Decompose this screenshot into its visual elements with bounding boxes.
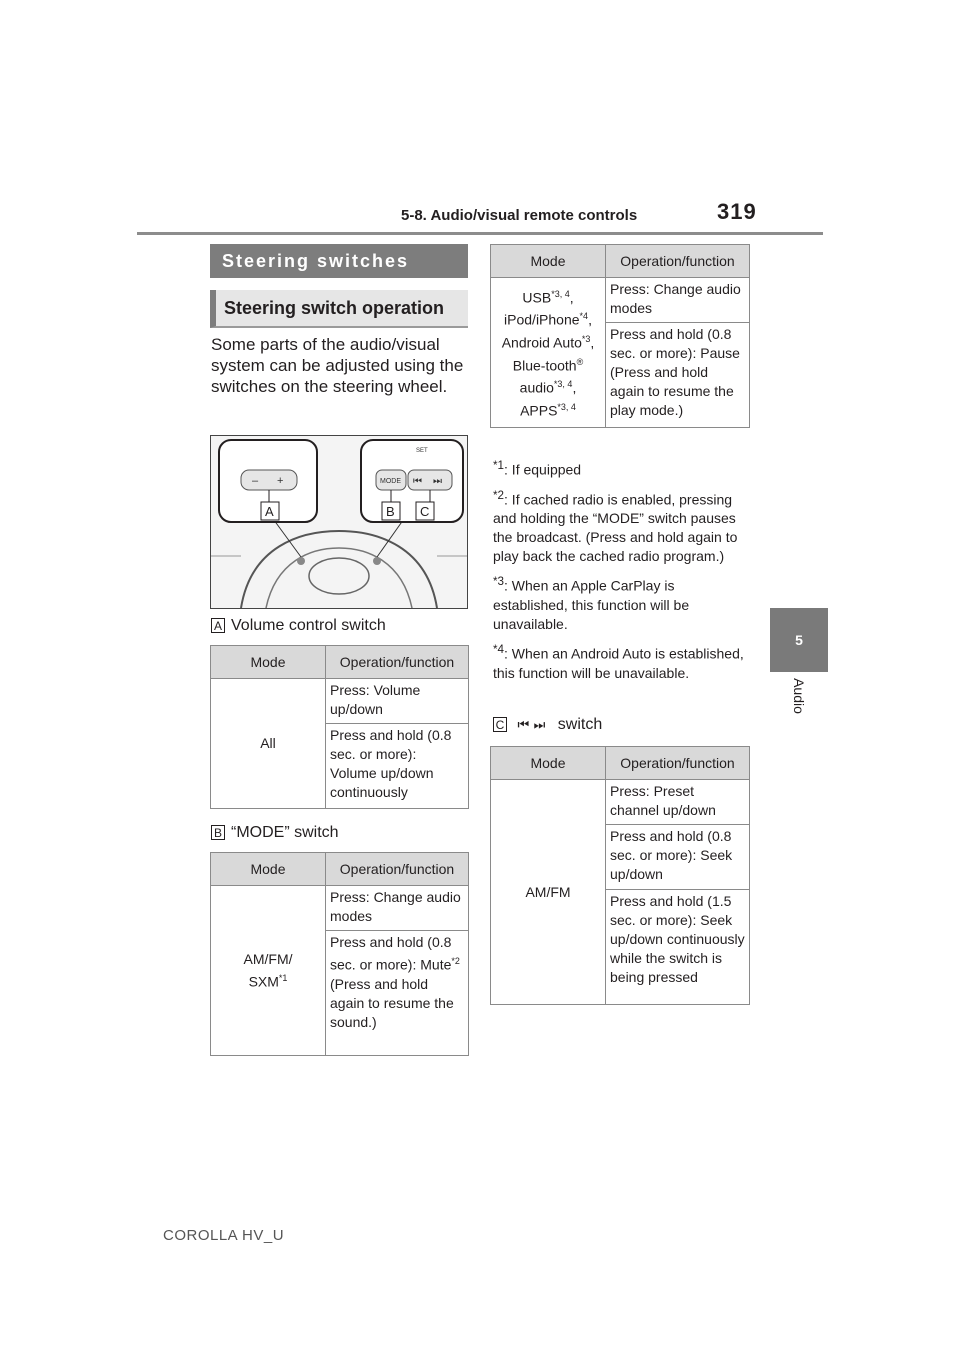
- letter-a-badge: A: [211, 618, 225, 633]
- section-heading: Steering switches: [210, 244, 468, 278]
- caption-c-text: switch: [557, 716, 603, 733]
- table-cell-function: Press and hold (0.8 sec. or more): Pause (Press and hold again to resume the play mode.): [606, 323, 750, 428]
- svg-text:⏭: ⏭: [433, 476, 442, 487]
- table-cell-function: Press: Preset channel up/down: [606, 780, 750, 825]
- table-header-mode: Mode: [211, 646, 326, 679]
- table-cell-mode: USB$^{*3, 4}$, iPod/iPhone$^{*4}$, Android Auto$^{*3}$, Blue-tooth® audio$^{*3, 4}$, APPS$^{*3, 4}$: [491, 278, 606, 428]
- table-cell-function: Press and hold (1.5 sec. or more): Seek up/down continuously while the switch is being pressed: [606, 890, 750, 1005]
- chapter-tab-label: Audio: [791, 678, 807, 714]
- table-header-mode: Mode: [211, 853, 326, 886]
- svg-text:⏮: ⏮: [413, 476, 422, 487]
- table-mode-switch-continued: [490, 244, 750, 428]
- footnote: $^{*3}$: When an Apple CarPlay is established, this function will be unavailable.: [493, 575, 690, 632]
- svg-text:+: +: [277, 475, 284, 487]
- table-header-operation: Operation/function: [326, 646, 469, 679]
- table-volume: [210, 645, 469, 809]
- steering-wheel-drawing: [211, 436, 467, 608]
- steering-wheel-illustration: [210, 435, 468, 609]
- callout-b: B: [386, 504, 395, 519]
- table-cell-function: Press and hold (0.8 sec. or more): Mute$^{*2}$ (Press and hold again to resume the sound.): [326, 931, 469, 1056]
- intro-paragraph: Some parts of the audio/visual system can be adjusted using the switches on the steering wheel.: [211, 335, 464, 396]
- caption-a: [211, 617, 386, 635]
- caption-a-text: Volume control switch: [231, 617, 386, 634]
- callout-c: C: [420, 504, 430, 519]
- running-header-title: 5-8. Audio/visual remote controls: [401, 207, 638, 224]
- callout-a: A: [265, 504, 274, 519]
- caption-b-text: “MODE” switch: [231, 824, 339, 841]
- table-cell-function: Press and hold (0.8 sec. or more): Volume up/down continuously: [326, 724, 469, 809]
- skip-back-icon: ⏮: [517, 717, 530, 732]
- table-cell-function: Press: Change audio modes: [606, 278, 750, 323]
- footnote: $^{*4}$: When an Android Auto is established, this function will be unavailable.: [493, 642, 744, 681]
- header-rule: [137, 232, 823, 235]
- letter-b-badge: B: [211, 825, 225, 840]
- table-header-operation: Operation/function: [606, 245, 750, 278]
- caption-b: [211, 824, 339, 842]
- page-number: 319: [717, 199, 757, 224]
- table-cell-mode: All: [211, 679, 326, 809]
- mode-key-label: MODE: [380, 478, 401, 485]
- table-header-mode: Mode: [491, 747, 606, 780]
- table-cell-function: Press: Change audio modes: [326, 886, 469, 931]
- caption-c: [493, 716, 602, 734]
- subsection-heading: Steering switch operation: [210, 290, 468, 328]
- table-cell-function: Press: Volume up/down: [326, 679, 469, 724]
- footnotes: [493, 456, 751, 683]
- footnote: $^{*1}$: If equipped: [493, 459, 582, 478]
- letter-c-badge: C: [493, 717, 507, 732]
- table-cell-mode: AM/FM: [491, 780, 606, 1005]
- table-seek-switch: [490, 746, 750, 1005]
- set-key-label: SET: [416, 448, 428, 454]
- table-header-mode: Mode: [491, 245, 606, 278]
- table-cell-function: Press and hold (0.8 sec. or more): Seek up/down: [606, 825, 750, 890]
- svg-text:–: –: [252, 475, 259, 487]
- table-header-operation: Operation/function: [326, 853, 469, 886]
- skip-forward-icon: ⏭: [533, 717, 546, 732]
- footnote: $^{*2}$: If cached radio is enabled, pressing and holding the “MODE” switch pauses the broadcast. (Press and hold again to play back the cached radio program.): [493, 488, 738, 565]
- table-mode-switch: [210, 852, 469, 1056]
- table-header-operation: Operation/function: [606, 747, 750, 780]
- chapter-tab[interactable]: 5: [770, 608, 828, 672]
- model-footer: COROLLA HV_U: [163, 1227, 285, 1244]
- table-cell-mode: AM/FM/ SXM$^{*1}$: [211, 886, 326, 1056]
